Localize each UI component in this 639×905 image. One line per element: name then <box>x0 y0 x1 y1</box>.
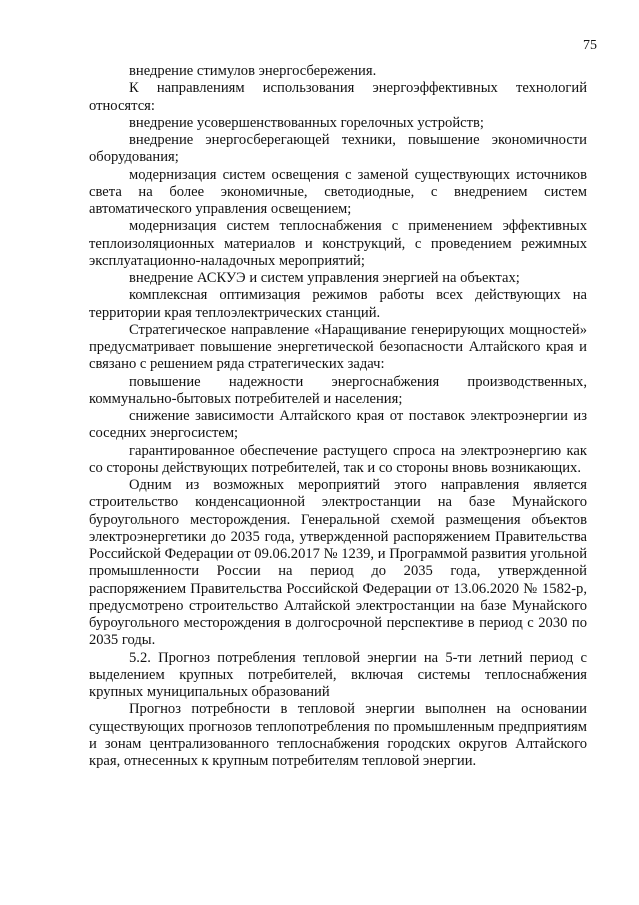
document-body <box>89 63 587 770</box>
paragraph: внедрение энергосберегающей техники, повышение экономичности оборудования; <box>89 132 587 166</box>
paragraph: внедрение стимулов энергосбережения. <box>129 63 377 79</box>
paragraph: модернизация систем теплоснабжения с применением эффективных теплоизоляционных материалов и конструкций, с проведением режимных эксплуатационно-наладочных мероприятий; <box>89 218 587 269</box>
paragraph: Одним из возможных мероприятий этого направления является строительство конденсационной электростанции на базе Мунайского буроугольного месторождения. Генеральной схемой размещения объектов электроэнергетики до 2035 года, утвержденной распоряжением Правительства Российской Федерации от 09.06.2017 № 1239, и Программой развития угольной промышленности России на период до 2035 года, утвержденной распоряжением Правительства Российской Федерации от 13.06.2020 № 1582-р, предусмотрено строительство Алтайской электростанции на базе Мунайского буроугольного месторождения в долгосрочной перспективе в период с 2030 по 2035 годы. <box>89 477 587 649</box>
paragraph: снижение зависимости Алтайского края от поставок электроэнергии из соседних энергосистем; <box>89 408 587 442</box>
paragraph: гарантированное обеспечение растущего спроса на электроэнергию как со стороны действующих потребителей, так и со стороны вновь возникающих. <box>89 442 587 476</box>
paragraph: Прогноз потребности в тепловой энергии выполнен на основании существующих прогнозов теплопотребления по промышленным предприятиям и зонам централизованного теплоснабжения городских округов Алтайского края, отнесенных к крупным потребителям тепловой энергии. <box>89 701 587 769</box>
paragraph: модернизация систем освещения с заменой существующих источников света на более экономичные, светодиодные, с внедрением систем автоматического управления освещением; <box>89 166 587 217</box>
section-heading: 5.2. Прогноз потребления тепловой энергии на 5-ти летний период с выделением крупных потребителей, включая системы теплоснабжения крупных муниципальных образований <box>89 649 587 700</box>
page-number: 75 <box>583 38 597 53</box>
paragraph: повышение надежности энергоснабжения производственных, коммунально-бытовых потребителей и населения; <box>89 373 587 407</box>
paragraph: комплексная оптимизация режимов работы всех действующих на территории края теплоэлектрических станций. <box>89 287 587 321</box>
paragraph: внедрение АСКУЭ и систем управления энергией на объектах; <box>129 270 520 286</box>
paragraph: внедрение усовершенствованных горелочных устройств; <box>129 114 484 131</box>
paragraph: К направлениям использования энергоэффективных технологий относятся: <box>89 80 587 114</box>
paragraph: Стратегическое направление «Наращивание генерирующих мощностей» предусматривает повышение энергетической безопасности Алтайского края и связано с решением ряда стратегических задач: <box>89 321 587 373</box>
